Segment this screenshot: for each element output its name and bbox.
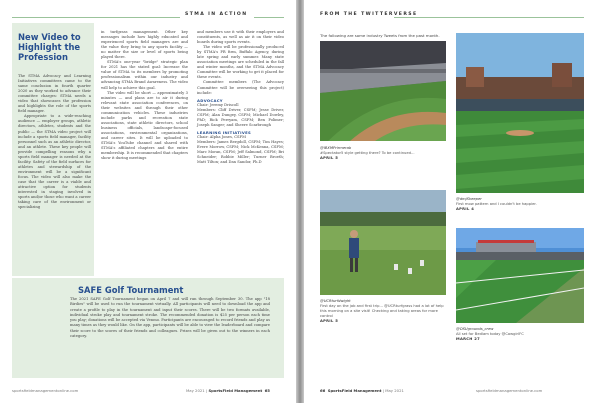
tweet-text: First day on the job and first trip... @UCRturfgrass had a lot of help this morning on a site visit! Checking and taking areas for more control bbox=[320, 304, 444, 318]
tweet-photo-turf-visit bbox=[320, 190, 446, 295]
ballpark-photo-image bbox=[456, 33, 584, 193]
page-gutter bbox=[296, 0, 304, 403]
tweet-handle: @dmjSkeeper bbox=[456, 197, 482, 201]
section-tag: FROM THE TWITTERVERSE bbox=[320, 12, 418, 17]
body-paragraph: The STMA Advocacy and Learning Initiatives committees came to the same conclusion in fourth quarter 2020 as they worked to advance their committee charges: STMA needs a video that showcases the profession and highlights the role of the sports field manager. bbox=[18, 74, 91, 114]
body-column-3 bbox=[197, 30, 284, 165]
right-page bbox=[304, 0, 600, 403]
body-column-2 bbox=[101, 30, 188, 161]
section-tag: STMA IN ACTION bbox=[185, 12, 248, 17]
tweet-caption-2 bbox=[456, 197, 584, 212]
body-paragraph: and members use it with their employers and constituents, as well as air it on their video boards during sports events. bbox=[197, 30, 284, 45]
turf-visit-photo-image bbox=[320, 190, 446, 295]
body-paragraph: The video will be short — approximately 3 minutes — and plans are to air it during relevant state association conferences, on their websites and through their other communication vehicles. These industries include parks and recreation state associations, state athletic directors, school business officials, landscape-focused associations, environmental organizations, and career sites. It will be uploaded to STMA's YouTube channel and shared with STMA's affiliated chapters and the entire membership. It is recommended that chapters show it during meetings bbox=[101, 90, 188, 161]
body-paragraph: Committee members (The Advocacy Committee will be overseeing this project) include: bbox=[197, 80, 284, 95]
tweet-text: #Spectator5 style getting there? To be continued... bbox=[320, 151, 415, 155]
tweet-photo-ballpark bbox=[456, 33, 584, 193]
advocacy-members: Members: Cliff Driver, CSFM; Jesse Driver, CSFM; Alan Dungey, CSFM; Michael Dowley, PhD; Rick Perryam, CSFM; Ben Polimer; Joseph Sanger; and Sheere Scarbrough bbox=[197, 107, 284, 127]
tweet-caption-4 bbox=[456, 327, 584, 342]
footer-page-number: 65 bbox=[264, 388, 270, 393]
left-page bbox=[0, 0, 296, 403]
tweet-handle: @UCRturfdwight bbox=[320, 299, 351, 303]
tweet-date: APRIL 5 bbox=[320, 319, 339, 323]
body-paragraph: in turfgrass management. Other key messages include how highly educated and experienced sports field managers are and the value they bring to any sports facility — no matter the size or level of sports being played there. bbox=[101, 30, 188, 60]
footer-url: sportsfieldmanagementonline.com bbox=[476, 388, 543, 393]
intro-text: The following are some industry Tweets from the past month. bbox=[320, 33, 440, 38]
header-rule bbox=[12, 17, 180, 18]
tweet-handle: @IBXMPrirmerab bbox=[320, 146, 352, 150]
tweet-date: APRIL 4 bbox=[456, 207, 475, 211]
sidebar-text bbox=[18, 74, 91, 210]
safe-golf-body: The 2021 SAFE Golf Tournament began on April 7 and will run through September 30. The app "18 Birdies" will be used to run the tournament virtually. All participants will need to download the app and create a profile to play in the tournament and input their scores. There will be two formats available, individual stroke play and tournament stroke. The recommended donation is $25 per person each time you play; donations will be accepted via Venmo. Participants are encouraged to record friends and play as many times as they would like. On the app, participants will be able to view the leaderboard and compare their score to the scores of their friends and colleagues. Prizes will be given out to the winners in each category. bbox=[70, 297, 270, 339]
header-rule-right bbox=[254, 17, 284, 18]
learning-members: Members: James Bergdoll, CSFM; Tim Hayes; Evere Morrow, CSFM; Nick McKenna, CSFM; Marc Moran, CSFM; Jeff Salmond, CSFM; Bri Schneider; Robbie Miller; Turner Broeth; Matt Tilton; and Dan Sandor, Ph.D bbox=[197, 139, 284, 165]
soccer-field-photo-image bbox=[456, 228, 584, 323]
tweet-text: All set for Bedlam today @CowgirlFC bbox=[456, 332, 524, 336]
footer-url: sportsfieldmanagementonline.com bbox=[12, 388, 79, 393]
tweet-handle: @OSUgrounds_crew bbox=[456, 327, 494, 331]
body-paragraph: Appropriate to a wide-reaching audience — employer groups, athletic directors, athletes, students and the public — the STMA video project will include a sports field manager, facility personnel such as an athletic director, and an athlete. These key people will provide compelling reasons why a sports field manager is needed at the facility. Safety of the field surfaces for athletes and stewardship of the environment will be a significant focus. The video will also make the case that the career is a viable and attractive option for students interested in staging involved in sports and/or those who want a career taking care of the environment or specializing bbox=[18, 114, 91, 210]
footer-magazine: SportsField Management bbox=[327, 388, 382, 393]
tweet-photo-soccer-field bbox=[456, 228, 584, 323]
tweet-text: First mow pattern and I couldn't be happier. bbox=[456, 202, 537, 206]
footer-issue: May 2021 bbox=[186, 388, 205, 393]
footer-issue-info: 66 SportsField Management | May 2021 bbox=[320, 388, 404, 393]
tweet-date: MARCH 27 bbox=[456, 337, 480, 341]
tweet-photo-stadium bbox=[320, 41, 446, 141]
footer-issue-info: May 2021 | SportsField Management 65 bbox=[186, 388, 270, 393]
tweet-date: APRIL 5 bbox=[320, 156, 339, 160]
tweet-caption-1 bbox=[320, 146, 446, 161]
stadium-photo-image bbox=[320, 41, 446, 141]
advocacy-heading: ADVOCACY bbox=[197, 97, 223, 103]
footer-page-number: 66 bbox=[320, 388, 326, 393]
learning-heading: LEARNING INITIATIVES bbox=[197, 129, 252, 135]
body-paragraph: STMA's one-year "bridge" strategic plan for 2021 has the stated goal: Increase the value of STMA to its members by promoting professionalism within our industry and advancing STMA Brand Awareness. The video will help to achieve this goal. bbox=[101, 60, 188, 90]
safe-golf-title: SAFE Golf Tournament bbox=[78, 285, 184, 295]
body-paragraph: The video will be professionally produced by STMA's PR firm, Buffalo Agency, during late spring and early summer. Many state association meetings are scheduled in the fall and winter months, and the STMA Advocacy Committee will be working to get it placed for these events. bbox=[197, 45, 284, 80]
learning-chair: Chair: Alpha Jones, CSFM bbox=[197, 134, 246, 139]
advocacy-chair: Chair: Jeremy Driscoll bbox=[197, 102, 239, 107]
article-headline: New Video to Highlight the Profession bbox=[18, 32, 81, 62]
footer-magazine: SportsField Management bbox=[208, 388, 263, 393]
header-rule bbox=[394, 17, 584, 18]
tweet-caption-3 bbox=[320, 299, 446, 324]
footer-issue: May 2021 bbox=[385, 388, 404, 393]
